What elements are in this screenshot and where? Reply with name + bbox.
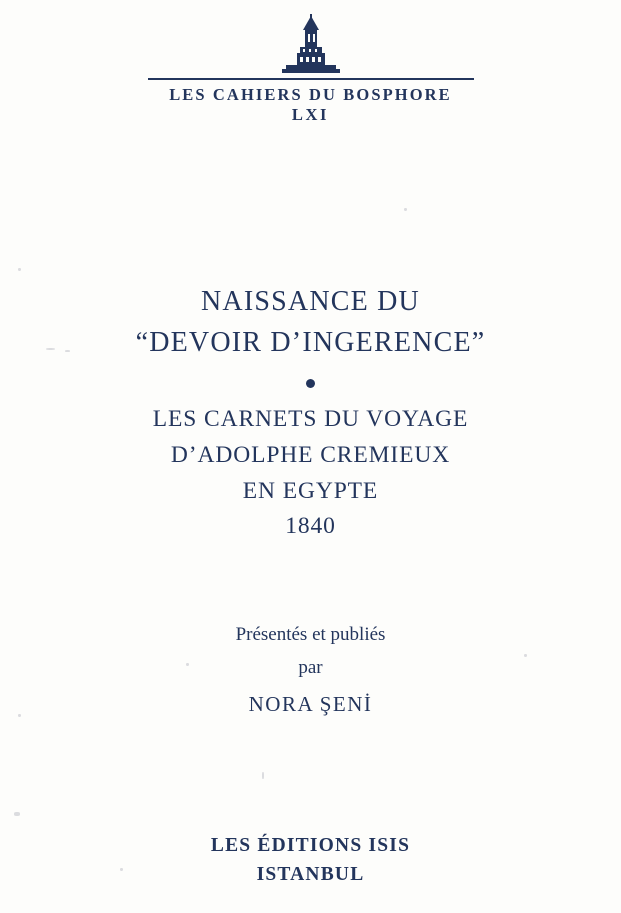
subtitle-line-1: LES CARNETS DU VOYAGE	[152, 406, 469, 433]
series-number: LXI	[291, 104, 330, 124]
series-name: LES CAHIERS DU BOSPHORE	[169, 85, 452, 104]
bullet-dot-icon	[306, 379, 315, 388]
paper-speck	[404, 208, 407, 211]
publisher-name: LES ÉDITIONS ISIS	[210, 835, 411, 857]
subtitle-year: 1840	[285, 513, 336, 540]
paper-speck	[262, 772, 264, 779]
author-name: NORA ŞENİ	[248, 691, 373, 716]
presented-by-label: Présentés et publiés	[235, 624, 386, 645]
publisher-block	[0, 832, 621, 889]
title-line-2: “DEVOIR D’INGERENCE”	[135, 326, 486, 358]
paper-speck	[18, 268, 21, 271]
series-header	[0, 14, 621, 126]
subtitle-line-3: EN EGYPTE	[242, 477, 379, 504]
bosphorus-tower-icon	[280, 14, 342, 76]
subtitle-line-2: D’ADOLPHE CREMIEUX	[170, 441, 451, 468]
author-block	[0, 618, 621, 722]
title-block	[0, 282, 621, 545]
by-label: par	[298, 657, 323, 679]
paper-speck	[14, 812, 20, 816]
title-line-1: NAISSANCE DU	[201, 286, 420, 317]
series-divider	[148, 78, 474, 80]
publisher-city: ISTANBUL	[256, 863, 365, 885]
